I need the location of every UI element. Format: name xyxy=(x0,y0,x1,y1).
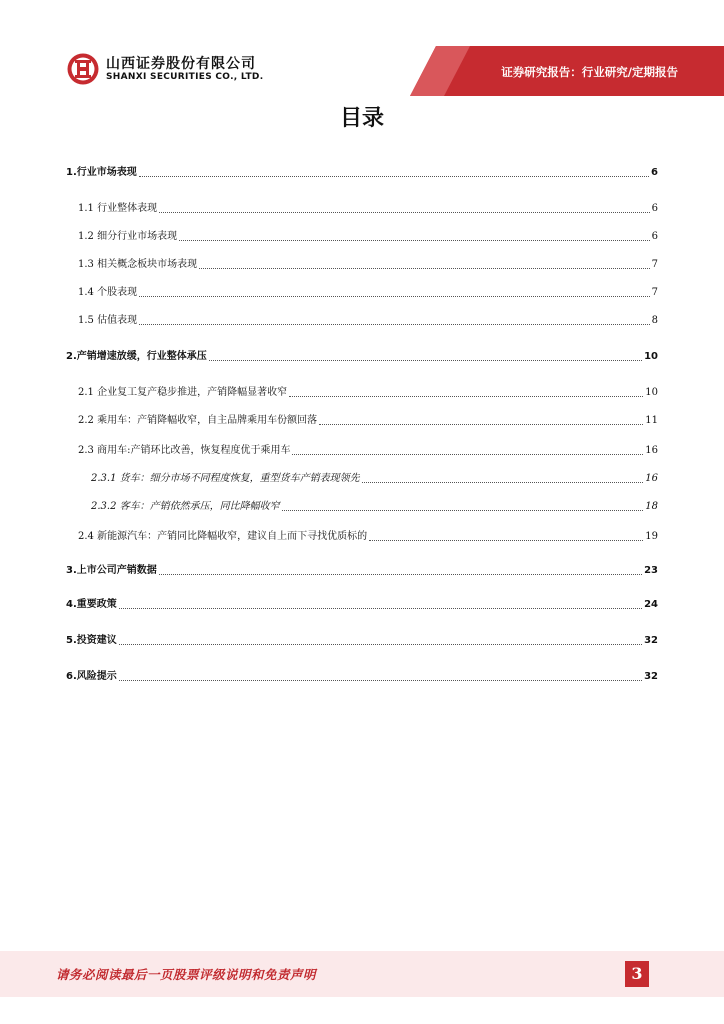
company-name-en: SHANXI SECURITIES CO., LTD. xyxy=(106,72,264,82)
toc-entry[interactable] xyxy=(66,528,658,544)
toc-entry-page: 16 xyxy=(645,473,658,484)
toc-entry[interactable] xyxy=(66,442,658,458)
toc-entry[interactable] xyxy=(66,632,658,648)
toc-entry[interactable] xyxy=(66,470,658,486)
toc-leader-dots xyxy=(139,176,649,177)
toc-leader-dots xyxy=(282,510,644,511)
company-logo-icon xyxy=(66,52,100,86)
toc-entry-page: 7 xyxy=(651,259,658,270)
toc-entry[interactable] xyxy=(66,498,658,514)
toc-leader-dots xyxy=(159,574,642,575)
toc-entry[interactable] xyxy=(66,412,658,428)
page-title: 目录 xyxy=(339,106,384,131)
toc-entry-label: 1.4 个股表现 xyxy=(78,287,138,298)
toc-entry-label: 3.上市公司产销数据 xyxy=(66,565,157,576)
toc-entry-page: 10 xyxy=(644,351,658,362)
toc-entry-label: 4.重要政策 xyxy=(66,599,117,610)
toc-entry-label: 2.3 商用车:产销环比改善，恢复程度优于乘用车 xyxy=(78,445,291,456)
toc-entry[interactable] xyxy=(66,562,658,578)
toc-leader-dots xyxy=(119,680,642,681)
toc-entry-page: 32 xyxy=(644,671,658,682)
toc-leader-dots xyxy=(209,360,642,361)
toc-leader-dots xyxy=(119,608,642,609)
toc-leader-dots xyxy=(319,424,643,425)
company-name-cn: 山西证券股份有限公司 xyxy=(106,56,256,72)
footer-disclaimer: 请务必阅读最后一页股票评级说明和免责声明 xyxy=(56,967,317,982)
report-type-label: 证券研究报告：行业研究/定期报告 xyxy=(501,65,678,79)
toc-leader-dots xyxy=(199,268,650,269)
toc-entry-label: 1.5 估值表现 xyxy=(78,315,138,326)
toc-entry[interactable] xyxy=(66,312,658,328)
toc-leader-dots xyxy=(369,540,643,541)
toc-entry-page: 16 xyxy=(645,445,658,456)
toc-entry-page: 6 xyxy=(651,167,658,178)
toc-entry[interactable] xyxy=(66,200,658,216)
toc-entry-label: 1.2 细分行业市场表现 xyxy=(78,231,178,242)
toc-entry-label: 2.3.2 客车：产销依然承压，同比降幅收窄 xyxy=(91,501,280,512)
page-number-badge: 3 xyxy=(625,961,649,987)
toc-entry-page: 10 xyxy=(645,387,658,398)
toc-entry-label: 5.投资建议 xyxy=(66,635,117,646)
toc-entry-page: 18 xyxy=(645,501,658,512)
toc-entry-page: 8 xyxy=(651,315,658,326)
toc-entry-page: 6 xyxy=(651,231,658,242)
toc-entry[interactable] xyxy=(66,228,658,244)
toc-entry-page: 32 xyxy=(644,635,658,646)
toc-entry-label: 6.风险提示 xyxy=(66,671,117,682)
toc-entry-page: 11 xyxy=(645,415,658,426)
toc-entry-page: 24 xyxy=(644,599,658,610)
toc-entry-label: 1.行业市场表现 xyxy=(66,167,137,178)
toc-entry[interactable] xyxy=(66,384,658,400)
toc-entry[interactable] xyxy=(66,256,658,272)
toc-leader-dots xyxy=(179,240,650,241)
toc-entry-label: 2.1 企业复工复产稳步推进，产销降幅显著收窄 xyxy=(78,387,288,398)
toc-entry[interactable] xyxy=(66,348,658,364)
page-header xyxy=(0,0,724,96)
page-footer xyxy=(0,951,724,997)
toc-entry[interactable] xyxy=(66,164,658,180)
toc-entry-page: 6 xyxy=(651,203,658,214)
toc-entry[interactable] xyxy=(66,668,658,684)
toc-entry-label: 1.3 相关概念板块市场表现 xyxy=(78,259,198,270)
toc-leader-dots xyxy=(139,324,650,325)
toc-leader-dots xyxy=(159,212,650,213)
toc-leader-dots xyxy=(119,644,642,645)
toc-entry-label: 2.产销增速放缓，行业整体承压 xyxy=(66,351,207,362)
toc-entry-label: 2.2 乘用车：产销降幅收窄，自主品牌乘用车份额回落 xyxy=(78,415,318,426)
toc-entry[interactable] xyxy=(66,596,658,612)
toc-entry-label: 2.3.1 货车：细分市场不同程度恢复，重型货车产销表现领先 xyxy=(91,473,360,484)
toc-entry-label: 1.1 行业整体表现 xyxy=(78,203,158,214)
toc-entry-label: 2.4 新能源汽车：产销同比降幅收窄，建议自上而下寻找优质标的 xyxy=(78,531,368,542)
toc-leader-dots xyxy=(292,454,643,455)
toc-entry-page: 7 xyxy=(651,287,658,298)
toc-leader-dots xyxy=(139,296,650,297)
toc-leader-dots xyxy=(362,482,644,483)
toc-entry-page: 19 xyxy=(645,531,658,542)
toc-leader-dots xyxy=(289,396,643,397)
toc-entry-page: 23 xyxy=(644,565,658,576)
toc-entry[interactable] xyxy=(66,284,658,300)
